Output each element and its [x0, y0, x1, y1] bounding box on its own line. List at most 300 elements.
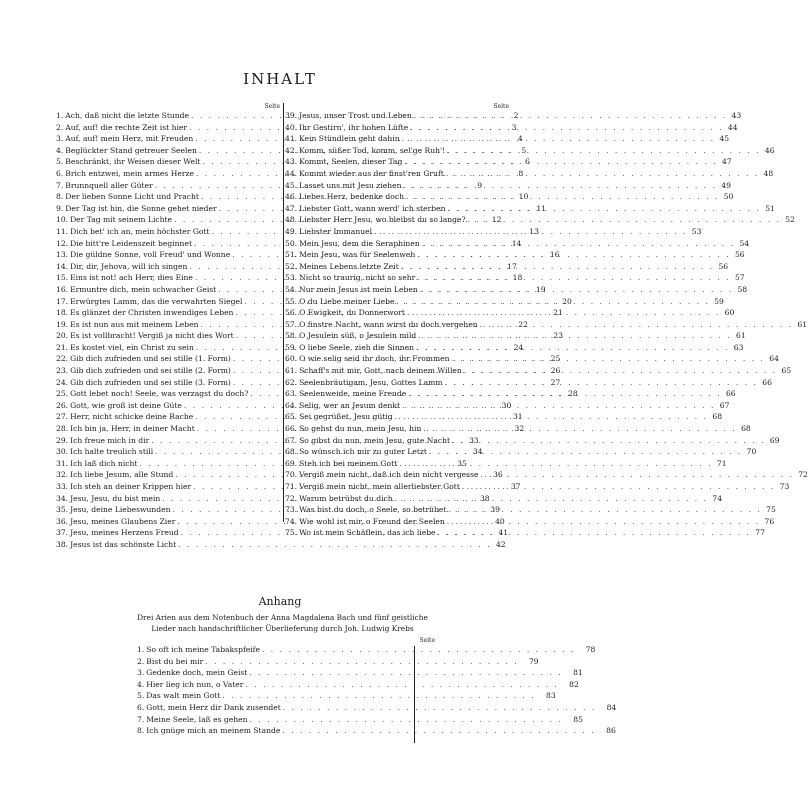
entry-title: Gib dich zufrieden und sei stille (1. Form): [70, 354, 231, 364]
entry-page: 74: [712, 493, 723, 503]
entry-page: 36: [493, 470, 503, 480]
entry-number: 29.: [56, 435, 69, 445]
entry-number: 55.: [285, 296, 298, 306]
entry-page: 56: [718, 261, 729, 271]
entry-title: Ich gnüge mich an meinem Stande: [146, 726, 281, 736]
entry-title: Meines Lebens letzte Zeit: [299, 261, 399, 271]
entry-title: Schaff's mit mir, Gott, nach deinem Willen: [299, 366, 462, 376]
entry-page: 56: [734, 250, 745, 260]
toc-entry: [285, 527, 765, 539]
entry-title: Jesus ist das schönste Licht: [70, 539, 177, 549]
entry-number: 38.: [56, 539, 69, 549]
entry-number: 42.: [285, 145, 298, 155]
entry-title: Wo ist mein Schäflein, das ich liebe: [299, 528, 436, 538]
entry-title: O Jesulein süß, o Jesulein mild: [299, 331, 417, 341]
entry-page: 69: [769, 435, 780, 445]
entry-number: 4.: [137, 679, 145, 689]
leader-dots: [249, 667, 562, 679]
entry-number: 62.: [285, 377, 298, 387]
entry-number: 18.: [56, 308, 69, 318]
leader-dots: [250, 714, 563, 726]
entry-title: Erwürgtes Lamm, das die verwahrten Siegel: [70, 296, 243, 306]
leader-dots: [452, 435, 765, 447]
entry-page: 24: [513, 342, 524, 352]
leader-dots: [417, 249, 730, 261]
toc-entry: [137, 656, 539, 668]
entry-page: 27: [550, 377, 561, 387]
leader-dots: [402, 133, 715, 145]
entry-title: Vergiß mein nicht, mein allerliebster Gott: [299, 482, 460, 491]
entry-title: Jesu, meines Glaubens Zier: [70, 516, 176, 526]
leader-dots: [420, 284, 733, 296]
entry-page: 45: [719, 134, 730, 144]
entry-title: Liebster Gott, wann werd' ich sterben: [299, 203, 446, 213]
entry-title: Ermuntre dich, mein schwacher Geist: [70, 284, 217, 294]
entry-title: O finstre Nacht, wann wirst du doch vergehen: [299, 319, 478, 329]
entry-page: 14: [511, 238, 522, 248]
entry-page: 37: [510, 482, 521, 491]
entry-number: 56.: [285, 308, 298, 318]
entry-title: Kommt, Seelen, dieser Tag: [299, 157, 403, 167]
entry-title: Mein Jesu, dem die Seraphinen: [299, 238, 420, 248]
leader-dots: [262, 644, 575, 656]
entry-page: 3: [511, 122, 517, 132]
column-divider: [283, 103, 284, 522]
leader-dots: [399, 458, 712, 470]
entry-number: 3.: [137, 668, 145, 678]
entry-page: 83: [546, 691, 556, 701]
toc-entry: [56, 539, 506, 551]
entry-page: 32: [514, 424, 525, 434]
entry-page: 38: [479, 493, 490, 503]
entry-page: 5: [521, 145, 527, 155]
leader-dots: [423, 423, 736, 435]
entry-number: 22.: [56, 354, 69, 364]
entry-page: 48: [763, 168, 774, 178]
entry-number: 6.: [56, 168, 64, 178]
toc-entry: [285, 516, 775, 528]
entry-page: 59: [714, 296, 724, 306]
leader-dots: [374, 226, 687, 238]
entry-title: Jesu, meines Herzens Freud: [70, 528, 179, 538]
entry-title: Ich freue mich in dir: [70, 435, 150, 445]
entry-title: Gib dich zufrieden und sei stille (3. Form): [70, 377, 231, 387]
entry-title: Liebster Herr Jesu, wo bleibst du so lange?: [299, 215, 466, 225]
leader-dots: [452, 353, 765, 365]
entry-number: 75.: [285, 528, 298, 538]
leader-dots: [397, 296, 710, 308]
entry-number: 33.: [56, 482, 69, 491]
entry-title: Ich halte treulich still: [70, 447, 154, 457]
entry-page: 25: [550, 354, 561, 364]
entry-title: Hier lieg ich nun, o Vater: [146, 679, 244, 689]
entry-number: 35.: [56, 505, 69, 515]
entry-number: 16.: [56, 284, 69, 294]
entry-number: 40.: [285, 122, 298, 132]
leader-dots: [462, 481, 775, 493]
toc-entry: [285, 110, 742, 122]
entry-number: 14.: [56, 261, 69, 271]
leader-dots: [447, 145, 760, 157]
toc-entry: [285, 458, 727, 470]
entry-title: Seelenweide, meine Freude: [299, 389, 407, 399]
entry-page: 44: [727, 122, 738, 132]
entry-page: 73: [779, 482, 790, 491]
entry-number: 65.: [285, 412, 298, 422]
entry-number: 70.: [285, 470, 298, 480]
entry-page: 81: [573, 668, 583, 678]
toc-entry: [285, 504, 776, 516]
entry-page: 39: [490, 505, 500, 515]
entry-page: 84: [606, 702, 617, 712]
entry-number: 39.: [285, 111, 298, 120]
entry-page: 54: [739, 238, 750, 248]
entry-title: Auf, auf! die rechte Zeit ist hier: [65, 122, 188, 132]
entry-number: 19.: [56, 319, 69, 329]
entry-title: Jesu, deine Liebeswunden: [70, 505, 171, 515]
entry-page: 20: [562, 296, 572, 306]
toc-entry: [285, 214, 795, 226]
entry-title: Liebster Immanuel: [299, 226, 373, 236]
entry-number: 23.: [56, 366, 69, 376]
toc-entry: [137, 714, 583, 726]
toc-entry: [285, 400, 730, 412]
entry-number: 34.: [56, 493, 69, 503]
entry-title: Nicht so traurig, nicht so sehr: [299, 273, 416, 283]
entry-title: O du Liebe meiner Liebe: [299, 296, 395, 306]
page-column-label: Seite: [419, 637, 435, 644]
entry-title: Jesu, Jesu, du bist mein: [70, 493, 161, 503]
entry-title: Gott lebet noch! Seele, was verzagst du doch?: [70, 389, 249, 399]
appendix-description: Drei Arien aus dem Notenbuch der Anna Magdalena Bach und fünf geistliche Lieder nach handschriftlicher Überlieferung durch Joh. Ludwig Krebs: [137, 613, 428, 633]
appendix-title: Anhang: [258, 595, 302, 608]
entry-page: 40: [495, 516, 505, 526]
entry-number: 25.: [56, 389, 69, 399]
toc-entry: [137, 644, 596, 656]
page-title: INHALT: [243, 70, 317, 88]
entry-page: 58: [737, 284, 748, 294]
entry-number: 72.: [285, 493, 298, 503]
toc-entry: [285, 469, 808, 481]
entry-number: 21.: [56, 342, 69, 352]
entry-page: 61: [797, 319, 808, 329]
leader-dots: [446, 168, 759, 180]
entry-page: 82: [569, 679, 579, 689]
entry-number: 8.: [137, 726, 145, 736]
toc-entry: [285, 156, 732, 168]
entry-title: O Ewigkeit, du Donnerwort: [299, 308, 405, 318]
entry-title: Nur mein Jesus ist mein Leben: [299, 284, 418, 294]
entry-page: 47: [722, 157, 732, 167]
entry-number: 2.: [56, 122, 64, 132]
entry-title: So gibst du nun, mein Jesu, gute Nacht: [299, 435, 451, 445]
entry-page: 22: [518, 319, 528, 329]
entry-page: 51: [765, 203, 775, 213]
entry-page: 19: [535, 284, 546, 294]
entry-title: Es kostet viel, ein Christ zu sein: [70, 342, 194, 352]
toc-entry: [137, 702, 617, 714]
entry-page: 28: [568, 389, 578, 399]
entry-number: 26.: [56, 400, 69, 410]
leader-dots: [245, 679, 558, 691]
entry-number: 4.: [56, 145, 64, 155]
entry-title: Das walt mein Gott: [146, 691, 221, 701]
entry-page: 13: [529, 226, 539, 236]
entry-number: 71.: [285, 482, 298, 491]
appendix-divider: [414, 646, 415, 743]
entry-page: 18: [512, 273, 523, 283]
entry-number: 45.: [285, 180, 298, 190]
toc-entry: [285, 122, 738, 134]
toc-entry: [137, 690, 556, 702]
entry-title: Beglückter Stand getreuer Seelen: [65, 145, 197, 155]
entry-title: Es glänzet der Christen inwendiges Leben: [70, 308, 234, 318]
entry-number: 28.: [56, 424, 69, 434]
leader-dots: [395, 411, 708, 423]
leader-dots: [480, 319, 793, 331]
entry-title: Dir, dir, Jehova, will ich singen: [70, 261, 188, 271]
entry-title: Gib dich zufrieden und sei stille (2. Form): [70, 366, 231, 376]
entry-number: 58.: [285, 331, 298, 341]
entry-title: Brunnquell aller Güter: [65, 180, 153, 190]
appendix-rows: [137, 644, 617, 737]
leader-dots: [402, 400, 715, 412]
entry-number: 10.: [56, 215, 69, 225]
entry-page: 50: [723, 192, 734, 202]
entry-number: 17.: [56, 296, 69, 306]
leader-dots: [222, 690, 535, 702]
entry-title: Auf, auf! mein Herz, mit Freuden: [65, 134, 194, 144]
entry-number: 49.: [285, 226, 298, 236]
leader-dots: [464, 365, 777, 377]
entry-number: 1.: [56, 111, 64, 120]
entry-number: 66.: [285, 424, 298, 434]
entry-page: 68: [741, 424, 751, 434]
entry-title: Eins ist not! ach Herr, dies Eine: [70, 273, 193, 283]
leader-dots: [401, 261, 714, 273]
leader-dots: [480, 469, 793, 481]
entry-page: 71: [716, 458, 727, 468]
entry-number: 43.: [285, 157, 298, 167]
entry-title: Gott, wie groß ist deine Güte: [70, 400, 182, 410]
entry-title: Ach, daß nicht die letzte Stunde: [65, 111, 190, 120]
entry-page: 10: [518, 192, 529, 202]
leader-dots: [445, 377, 758, 389]
toc-entry: [285, 180, 731, 192]
entry-title: Kommt wieder aus der finst'ren Gruft: [299, 168, 444, 178]
entry-title: Ich liebe Jesum, alle Stund: [70, 470, 174, 480]
entry-page: 64: [769, 354, 779, 364]
entry-title: Selig, wer an Jesum denkt: [299, 400, 401, 410]
entry-title: Gedenke doch, mein Geist: [146, 668, 248, 678]
entry-page: 66: [725, 389, 736, 399]
leader-dots: [282, 725, 595, 737]
entry-title: Lasset uns mit Jesu ziehen: [299, 180, 402, 190]
entry-number: 36.: [56, 516, 69, 526]
toc-entry: [137, 725, 616, 737]
entry-number: 1.: [137, 645, 145, 654]
entry-number: 7.: [56, 180, 64, 190]
toc-entry: [285, 133, 730, 145]
entry-number: 24.: [56, 377, 69, 387]
entry-title: Ich laß dich nicht: [70, 458, 138, 468]
entry-page: 42: [495, 539, 506, 549]
toc-entry: [137, 679, 579, 691]
entry-page: 57: [734, 273, 745, 283]
entry-title: Ihr Gestirn', ihr hohen Lüfte: [299, 122, 409, 132]
leader-dots: [404, 180, 717, 192]
entry-page: 60: [724, 308, 735, 318]
entry-title: O liebe Seele, zieh die Sinnen: [299, 342, 415, 352]
entry-number: 52.: [285, 261, 298, 271]
entry-title: Der Tag mit seinem Lichte: [70, 215, 173, 225]
entry-title: Warum betrübst du dich: [299, 493, 393, 503]
entry-page: 31: [512, 412, 523, 422]
entry-title: Wie wohl ist mir, o Freund der Seelen: [299, 516, 445, 526]
toc-entry: [137, 667, 583, 679]
entry-number: 31.: [56, 458, 69, 468]
entry-number: 44.: [285, 168, 298, 178]
toc-entry: [285, 261, 729, 273]
entry-page: 52: [785, 215, 795, 225]
entry-number: 27.: [56, 412, 69, 422]
entry-title: Bist du bei mir: [146, 656, 204, 666]
entry-page: 49: [721, 180, 731, 190]
entry-title: Gott, mein Herz dir Dank zusendet: [146, 702, 281, 712]
entry-title: Komm, süßer Tod, komm, sel'ge Ruh'!: [299, 145, 446, 155]
entry-page: 2: [513, 111, 519, 120]
entry-title: Seelenbräutigam, Jesu, Gottes Lamm: [299, 377, 443, 387]
entry-title: Ich bin ja, Herr, in deiner Macht: [70, 424, 195, 434]
leader-dots: [448, 504, 761, 516]
toc-entry: [285, 493, 723, 505]
leader-dots: [178, 539, 491, 551]
leader-dots: [468, 214, 781, 226]
entry-title: Der Tag ist hin, die Sonne gehet nieder: [65, 203, 217, 213]
entry-title: Liebes Herz, bedenke doch: [299, 192, 404, 202]
leader-dots: [429, 446, 742, 458]
entry-page: 77: [755, 528, 765, 538]
leader-dots: [438, 527, 751, 539]
entry-page: 76: [764, 516, 775, 526]
entry-page: 63: [733, 342, 744, 352]
entry-page: 79: [528, 656, 539, 666]
entry-number: 63.: [285, 389, 298, 399]
entry-page: 6: [525, 157, 530, 167]
entry-page: 34: [472, 447, 483, 457]
leader-dots: [417, 272, 730, 284]
leader-dots: [406, 191, 719, 203]
toc-entry: [285, 435, 780, 447]
entry-page: 23: [553, 331, 564, 341]
entry-title: Kein Stündlein geht dahin: [299, 134, 400, 144]
entry-page: 21: [553, 308, 563, 318]
entry-number: 32.: [56, 470, 69, 480]
entry-title: Steh ich bei meinem Gott: [299, 458, 398, 468]
leader-dots: [414, 110, 727, 122]
entry-number: 50.: [285, 238, 298, 248]
entry-page: 66: [762, 377, 772, 387]
entry-page: 35: [457, 458, 467, 468]
entry-title: Ich steh an deiner Krippen hier: [70, 482, 192, 491]
entry-page: 61: [736, 331, 746, 341]
entry-page: 43: [731, 111, 742, 120]
entry-title: Es ist vollbracht! Vergiß ja nicht dies Wort: [70, 331, 234, 341]
entry-number: 61.: [285, 366, 298, 376]
entry-number: 51.: [285, 250, 298, 260]
entry-page: 70: [746, 447, 757, 457]
leader-dots: [422, 238, 735, 250]
entry-number: 57.: [285, 319, 298, 329]
entry-number: 53.: [285, 273, 298, 283]
entry-page: 12: [491, 215, 502, 225]
toc-entry: [285, 446, 757, 458]
leader-dots: [205, 656, 518, 668]
entry-title: O wie selig seid ihr doch, ihr Frommen: [299, 354, 450, 364]
entry-title: So wünsch ich mir zu guter Letzt: [299, 447, 427, 457]
entry-number: 7.: [137, 714, 145, 724]
entry-page: 8: [518, 168, 524, 178]
entry-title: Beschränkt, ihr Weisen dieser Welt: [65, 157, 201, 167]
toc-entry: [285, 145, 775, 157]
entry-number: 8.: [56, 192, 64, 202]
entry-title: Herr, nicht schicke deine Rache: [70, 412, 194, 422]
entry-number: 47.: [285, 203, 298, 213]
entry-title: Vergiß mein nicht, daß ich dein nicht vergesse: [299, 470, 479, 480]
leader-dots: [447, 203, 760, 215]
leader-dots: [447, 516, 760, 528]
entry-number: 30.: [56, 447, 69, 457]
entry-number: 48.: [285, 215, 298, 225]
entry-title: Die bitt're Leidenszeit beginnet: [70, 238, 192, 248]
entry-page: 68: [712, 412, 723, 422]
entry-page: 75: [766, 505, 776, 515]
appendix-list: [137, 637, 617, 737]
entry-number: 6.: [137, 702, 145, 712]
toc-entry: [285, 168, 774, 180]
entry-title: Mein Jesu, was für Seelenweh: [299, 250, 416, 260]
leader-dots: [418, 330, 731, 342]
entry-number: 68.: [285, 447, 298, 457]
entry-title: Es ist nun aus mit meinem Leben: [70, 319, 199, 329]
entry-page: 46: [764, 145, 775, 155]
leader-dots: [408, 388, 721, 400]
entry-page: 72: [798, 470, 808, 480]
entry-number: 41.: [285, 134, 298, 144]
entry-page: 26: [550, 366, 561, 376]
entry-title: Der lieben Sonne Licht und Pracht: [65, 192, 199, 202]
leader-dots: [283, 702, 596, 714]
leader-dots: [407, 307, 720, 319]
leader-dots: [395, 493, 708, 505]
entry-page: 85: [573, 714, 583, 724]
entry-page: 9: [477, 180, 483, 190]
entry-title: So gehst du nun, mein Jesu, hin: [299, 424, 422, 434]
entry-number: 11.: [56, 226, 69, 236]
entry-page: 11: [536, 203, 547, 213]
entry-number: 46.: [285, 192, 298, 202]
entry-number: 13.: [56, 250, 69, 260]
entry-number: 15.: [56, 273, 69, 283]
entry-title: Sei gegrüßet, Jesu gütig: [299, 412, 393, 422]
entry-page: 17: [507, 261, 517, 271]
entry-title: Die güldne Sonne, voll Freud' und Wonne: [70, 250, 231, 260]
page-column-label: Seite: [493, 103, 509, 110]
entry-number: 64.: [285, 400, 298, 410]
entry-number: 59.: [285, 342, 298, 352]
entry-title: Brich entzwei, mein armes Herze: [65, 168, 194, 178]
entry-page: 86: [606, 726, 616, 736]
